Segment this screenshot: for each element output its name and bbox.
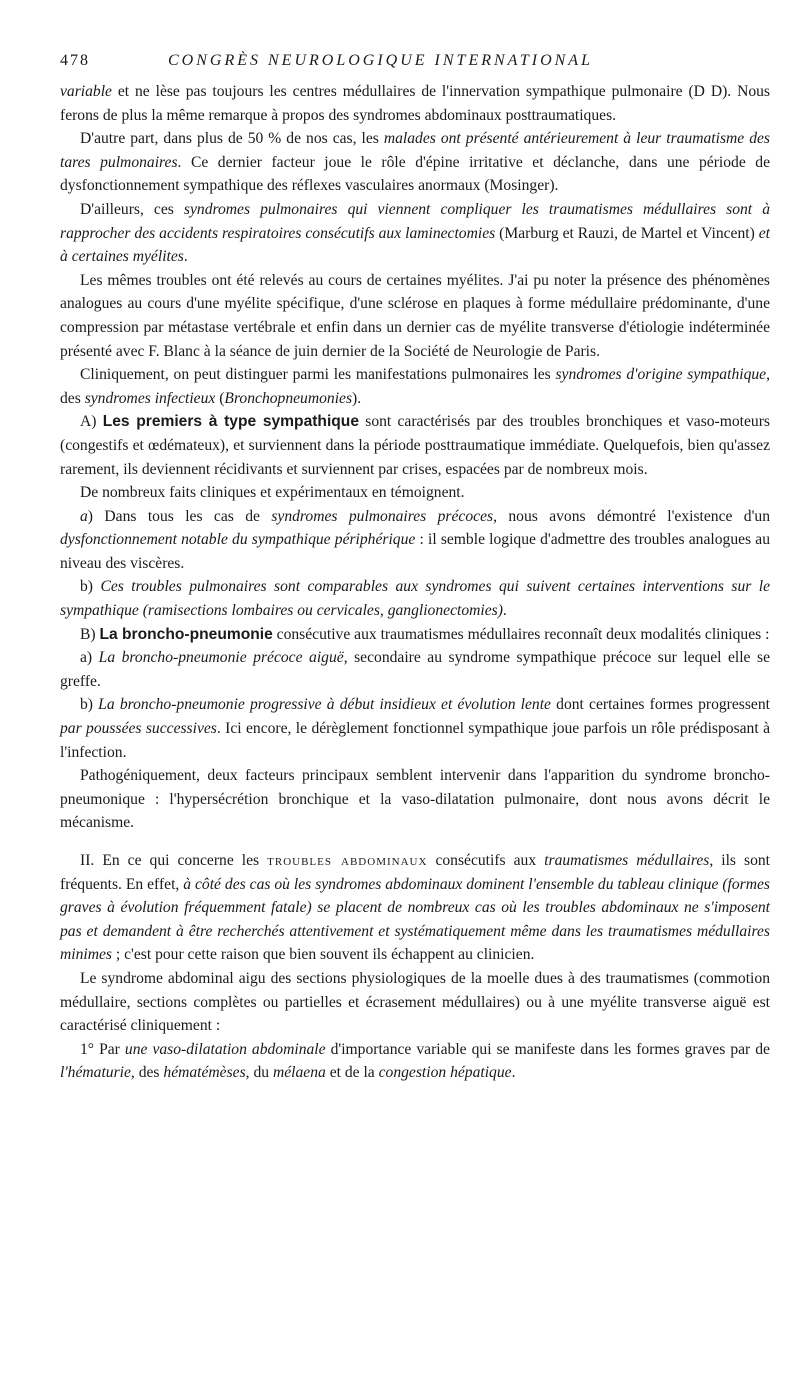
emphasis-text: Bronchopneumonies: [224, 389, 353, 407]
emphasis-text: dysfonctionnement notable du sympathique périphérique: [60, 531, 416, 549]
paragraph: [60, 505, 770, 576]
emphasis-text: l'hématurie: [60, 1064, 131, 1082]
document-page: [60, 44, 770, 1085]
paragraph: [60, 198, 770, 269]
emphasis-text: une vaso-dilatation abdominale: [124, 1040, 326, 1058]
paragraph: [60, 693, 770, 764]
text-run: et ne lèse pas toujours les centres médullaires de l'innervation sympathique pulmonaire (D D). Nous ferons de plus la même remarque à propos des syndromes abdominaux posttraumatiques.: [60, 83, 770, 124]
emphasis-text: mélaena: [272, 1064, 326, 1082]
text-run: dont certaines formes progressent: [550, 696, 770, 714]
paragraph: [60, 269, 770, 363]
text-run: : il semble logique d'admettre des troubles analogues au niveau des viscères.: [60, 531, 770, 572]
text-run: , des: [130, 1064, 164, 1082]
text-run: (: [215, 389, 225, 407]
text-run: Pathogéniquement, deux facteurs principaux semblent intervenir dans l'apparition du syndrome broncho-pneumonique : l'hypersécrétion bronchique et la vaso-dilatation pulmonaire, dont nous avons décrit le mécanisme.: [60, 767, 770, 832]
text-run: D'ailleurs, ces: [80, 200, 184, 218]
paragraph: [60, 967, 770, 1038]
text-run: ).: [352, 389, 362, 407]
emphasis-text: La broncho-pneumonie progressive à début insidieux et évolution lente: [98, 696, 551, 714]
emphasis-text: La broncho-pneumonie précoce aiguë: [98, 649, 344, 667]
emphasis-text: Ces troubles pulmonaires sont comparables aux syndromes qui suivent certaines interventions sur le sympathique (ramisections lombaires ou cervicales, ganglionectomies): [60, 578, 771, 620]
emphasis-text: traumatismes médullaires: [544, 852, 710, 869]
emphasis-text: syndromes pulmonaires qui viennent compliquer les traumatismes médullaires sont à rapprocher des accidents respiratoires consécutifs aux laminectomies: [60, 200, 770, 242]
text-run: , ils sont fréquents. En effet,: [60, 852, 771, 893]
text-run: b): [80, 696, 99, 714]
text-run: a): [80, 649, 99, 667]
text-run: Cliniquement, on peut distinguer parmi les manifestations pulmonaires les: [80, 366, 556, 384]
emphasis-text: congestion hépatique: [378, 1064, 512, 1082]
body-text: [60, 80, 770, 1085]
section-heading: La broncho-pneumonie: [99, 625, 273, 643]
text-run: .: [511, 1064, 516, 1082]
emphasis-text: variable: [60, 83, 112, 100]
emphasis-text: par poussées successives: [60, 720, 217, 738]
paragraph: [60, 575, 770, 622]
text-run: D'autre part, dans plus de 50 % de nos cas, les: [80, 130, 384, 148]
text-run: .: [502, 602, 507, 620]
text-run: .: [183, 248, 188, 266]
paragraph: [60, 410, 770, 481]
text-run: , secondaire au syndrome sympathique précoce sur lequel elle se greffe.: [60, 649, 770, 690]
text-run: Les mêmes troubles ont été relevés au cours de certaines myélites. J'ai pu noter la présence des phénomènes analogues au cours d'une myélite spécifique, d'une sclérose en plaques à forme médullaire prédominante, d'une compression par métastase vertébrale et enfin dans un dernier cas de myélite transverse d'étiologie indéterminée présenté avec F. Blanc à la séance de juin dernier de la Société de Neurologie de Paris.: [60, 271, 770, 360]
section-heading: Les premiers à type sympathique: [102, 413, 360, 431]
emphasis-text: a: [80, 507, 88, 525]
text-run: (Marburg et Rauzi, de Martel et Vincent): [495, 224, 759, 242]
text-run: consécutifs aux: [427, 852, 545, 869]
emphasis-text: syndromes pulmonaires précoces: [271, 507, 494, 525]
text-run: Le syndrome abdominal aigu des sections physiologiques de la moelle dues à des traumatismes (commotion médullaire, sections complètes ou partielles et écrasement médullaires) ou à une myélite transverse aiguë est caractérisé cliniquement :: [60, 969, 770, 1035]
paragraph: [60, 646, 770, 693]
paragraph: [60, 764, 770, 835]
text-run: sont caractérisés par des troubles bronchiques et vaso-moteurs (congestifs et œdémateux), et surviennent dans la période posttraumatique immédiate. Quelquefois, bien qu'assez rarement, ils deviennent récidivants et surviennent par crises, espacées par de nombreux mois.: [60, 413, 770, 478]
paragraph: [60, 481, 770, 505]
text-run: ; c'est pour cette raison que bien souvent ils échappent au clinicien.: [111, 946, 535, 964]
text-run: . Ici encore, le dérèglement fonctionnel sympathique joue parfois un rôle prédisposant à l'infection.: [60, 720, 770, 761]
text-run: et de la: [325, 1064, 379, 1082]
page-header: [60, 44, 770, 80]
text-run: ) Dans tous les cas de: [87, 507, 272, 525]
emphasis-text: hématémèses: [163, 1064, 246, 1082]
text-run: , nous avons démontré l'existence d'un: [493, 507, 770, 525]
paragraph: [60, 623, 770, 647]
text-run: . Ce dernier facteur joue le rôle d'épine irritative et déclanche, dans une période de dysfonctionnement sympathique des réflexes vasculaires anormaux (Mosinger).: [60, 153, 770, 195]
emphasis-text: syndromes infectieux: [84, 389, 216, 407]
text-run: b): [80, 578, 101, 596]
paragraph: [60, 127, 770, 198]
text-run: consécutive aux traumatismes médullaires reconnaît deux modalités cliniques :: [272, 625, 770, 643]
emphasis-text: malades ont présenté antérieurement à leur traumatisme des tares pulmonaires: [60, 130, 770, 171]
page-number: 478: [60, 52, 90, 69]
text-run: De nombreux faits cliniques et expérimentaux en témoignent.: [80, 484, 465, 502]
text-run: d'importance variable qui se manifeste dans les formes graves par de: [325, 1040, 770, 1058]
emphasis-text: à côté des cas où les syndromes abdominaux dominent l'ensemble du tableau clinique (formes graves à évolution fréquemment fatale) se placent de nombreux cas où les troubles abdominaux ne s'imposent pas et demandent à être recherchés attentivement et systématiquement même dans les traumatismes médullaires minimes: [60, 875, 770, 964]
text-run: B): [80, 625, 100, 643]
text-run: 1° Par: [80, 1040, 125, 1058]
emphasis-text: syndromes d'origine sympathique: [555, 366, 767, 384]
smallcaps-text: troubles abdominaux: [267, 852, 428, 869]
text-run: II. En ce qui concerne les: [80, 852, 268, 869]
text-run: A): [80, 413, 103, 431]
running-title: CONGRÈS NEUROLOGIQUE INTERNATIONAL: [168, 52, 593, 69]
paragraph: [60, 1038, 770, 1085]
paragraph: [60, 363, 770, 410]
text-run: , des: [60, 366, 770, 407]
emphasis-text: et à certaines myélites: [60, 224, 771, 266]
paragraph: [60, 849, 770, 967]
paragraph: [60, 80, 770, 127]
text-run: , du: [245, 1064, 273, 1082]
